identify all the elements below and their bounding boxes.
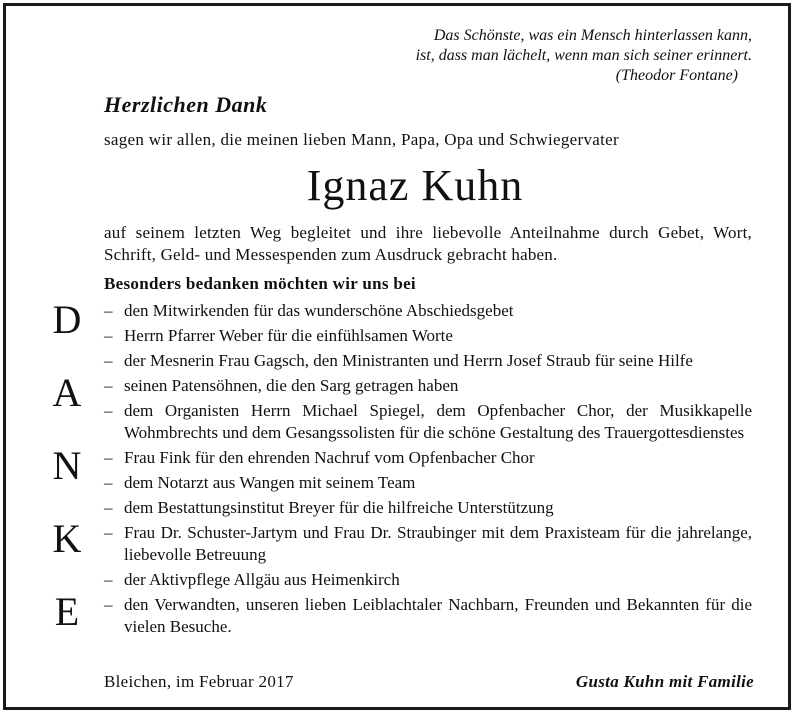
list-item: – dem Notarzt aus Wangen mit seinem Team xyxy=(104,472,752,494)
list-item: – dem Organisten Herrn Michael Spiegel, dem Opfenbacher Chor, der Musikkapelle Wohmbrechts und dem Gesangssolisten für die schöne Gestaltung des Trauergottesdienstes xyxy=(104,400,752,444)
thanks-paragraph: auf seinem letzten Weg begleitet und ihre liebevolle Anteilnahme durch Gebet, Wort, Schrift, Geld- und Messespenden zum Ausdruck gebracht haben. xyxy=(104,223,752,264)
quote-source: (Theodor Fontane) xyxy=(615,67,738,84)
list-item: – der Aktivpflege Allgäu aus Heimenkirch xyxy=(104,569,752,591)
list-item: – den Verwandten, unseren lieben Leiblachtaler Nachbarn, Freunden und Bekannten für die vielen Besuche. xyxy=(104,594,752,638)
deceased-name: Ignaz Kuhn xyxy=(306,161,524,210)
list-item: – Frau Fink für den ehrenden Nachruf vom Opfenbacher Chor xyxy=(104,447,752,469)
danke-letter: E xyxy=(54,589,80,634)
fontane-quote xyxy=(340,26,752,86)
signature: Gusta Kuhn mit Familie xyxy=(575,672,754,691)
intro-line: sagen wir allen, die meinen lieben Mann, Papa, Opa und Schwiegervater xyxy=(104,130,619,149)
list-item: – seinen Patensöhnen, die den Sarg getragen haben xyxy=(104,375,752,397)
danke-letter: N xyxy=(52,443,82,488)
danke-letter: K xyxy=(52,516,82,561)
list-heading: Besonders bedanken möchten wir uns bei xyxy=(104,274,416,293)
list-item: – Herrn Pfarrer Weber für die einfühlsamen Worte xyxy=(104,325,752,347)
place-date: Bleichen, im Februar 2017 xyxy=(104,672,294,691)
thanks-heading: Herzlichen Dank xyxy=(104,92,268,117)
quote-line-1: Das Schönste, was ein Mensch hinterlassen kann, xyxy=(433,27,752,44)
danke-letter: D xyxy=(52,297,82,342)
list-item: – dem Bestattungsinstitut Breyer für die hilfreiche Unterstützung xyxy=(104,497,752,519)
list-item: – der Mesnerin Frau Gagsch, den Ministranten und Herrn Josef Straub für seine Hilfe xyxy=(104,350,752,372)
list-item: – Frau Dr. Schuster-Jartym und Frau Dr. Straubinger mit dem Praxisteam für die jahrelange, liebevolle Betreuung xyxy=(104,522,752,566)
danke-vertical xyxy=(46,296,88,661)
danke-letter: A xyxy=(52,370,82,415)
thanks-list xyxy=(104,300,752,641)
quote-line-2: ist, dass man lächelt, wenn man sich seiner erinnert. xyxy=(415,47,752,64)
list-item: – den Mitwirkenden für das wunderschöne Abschiedsgebet xyxy=(104,300,752,322)
